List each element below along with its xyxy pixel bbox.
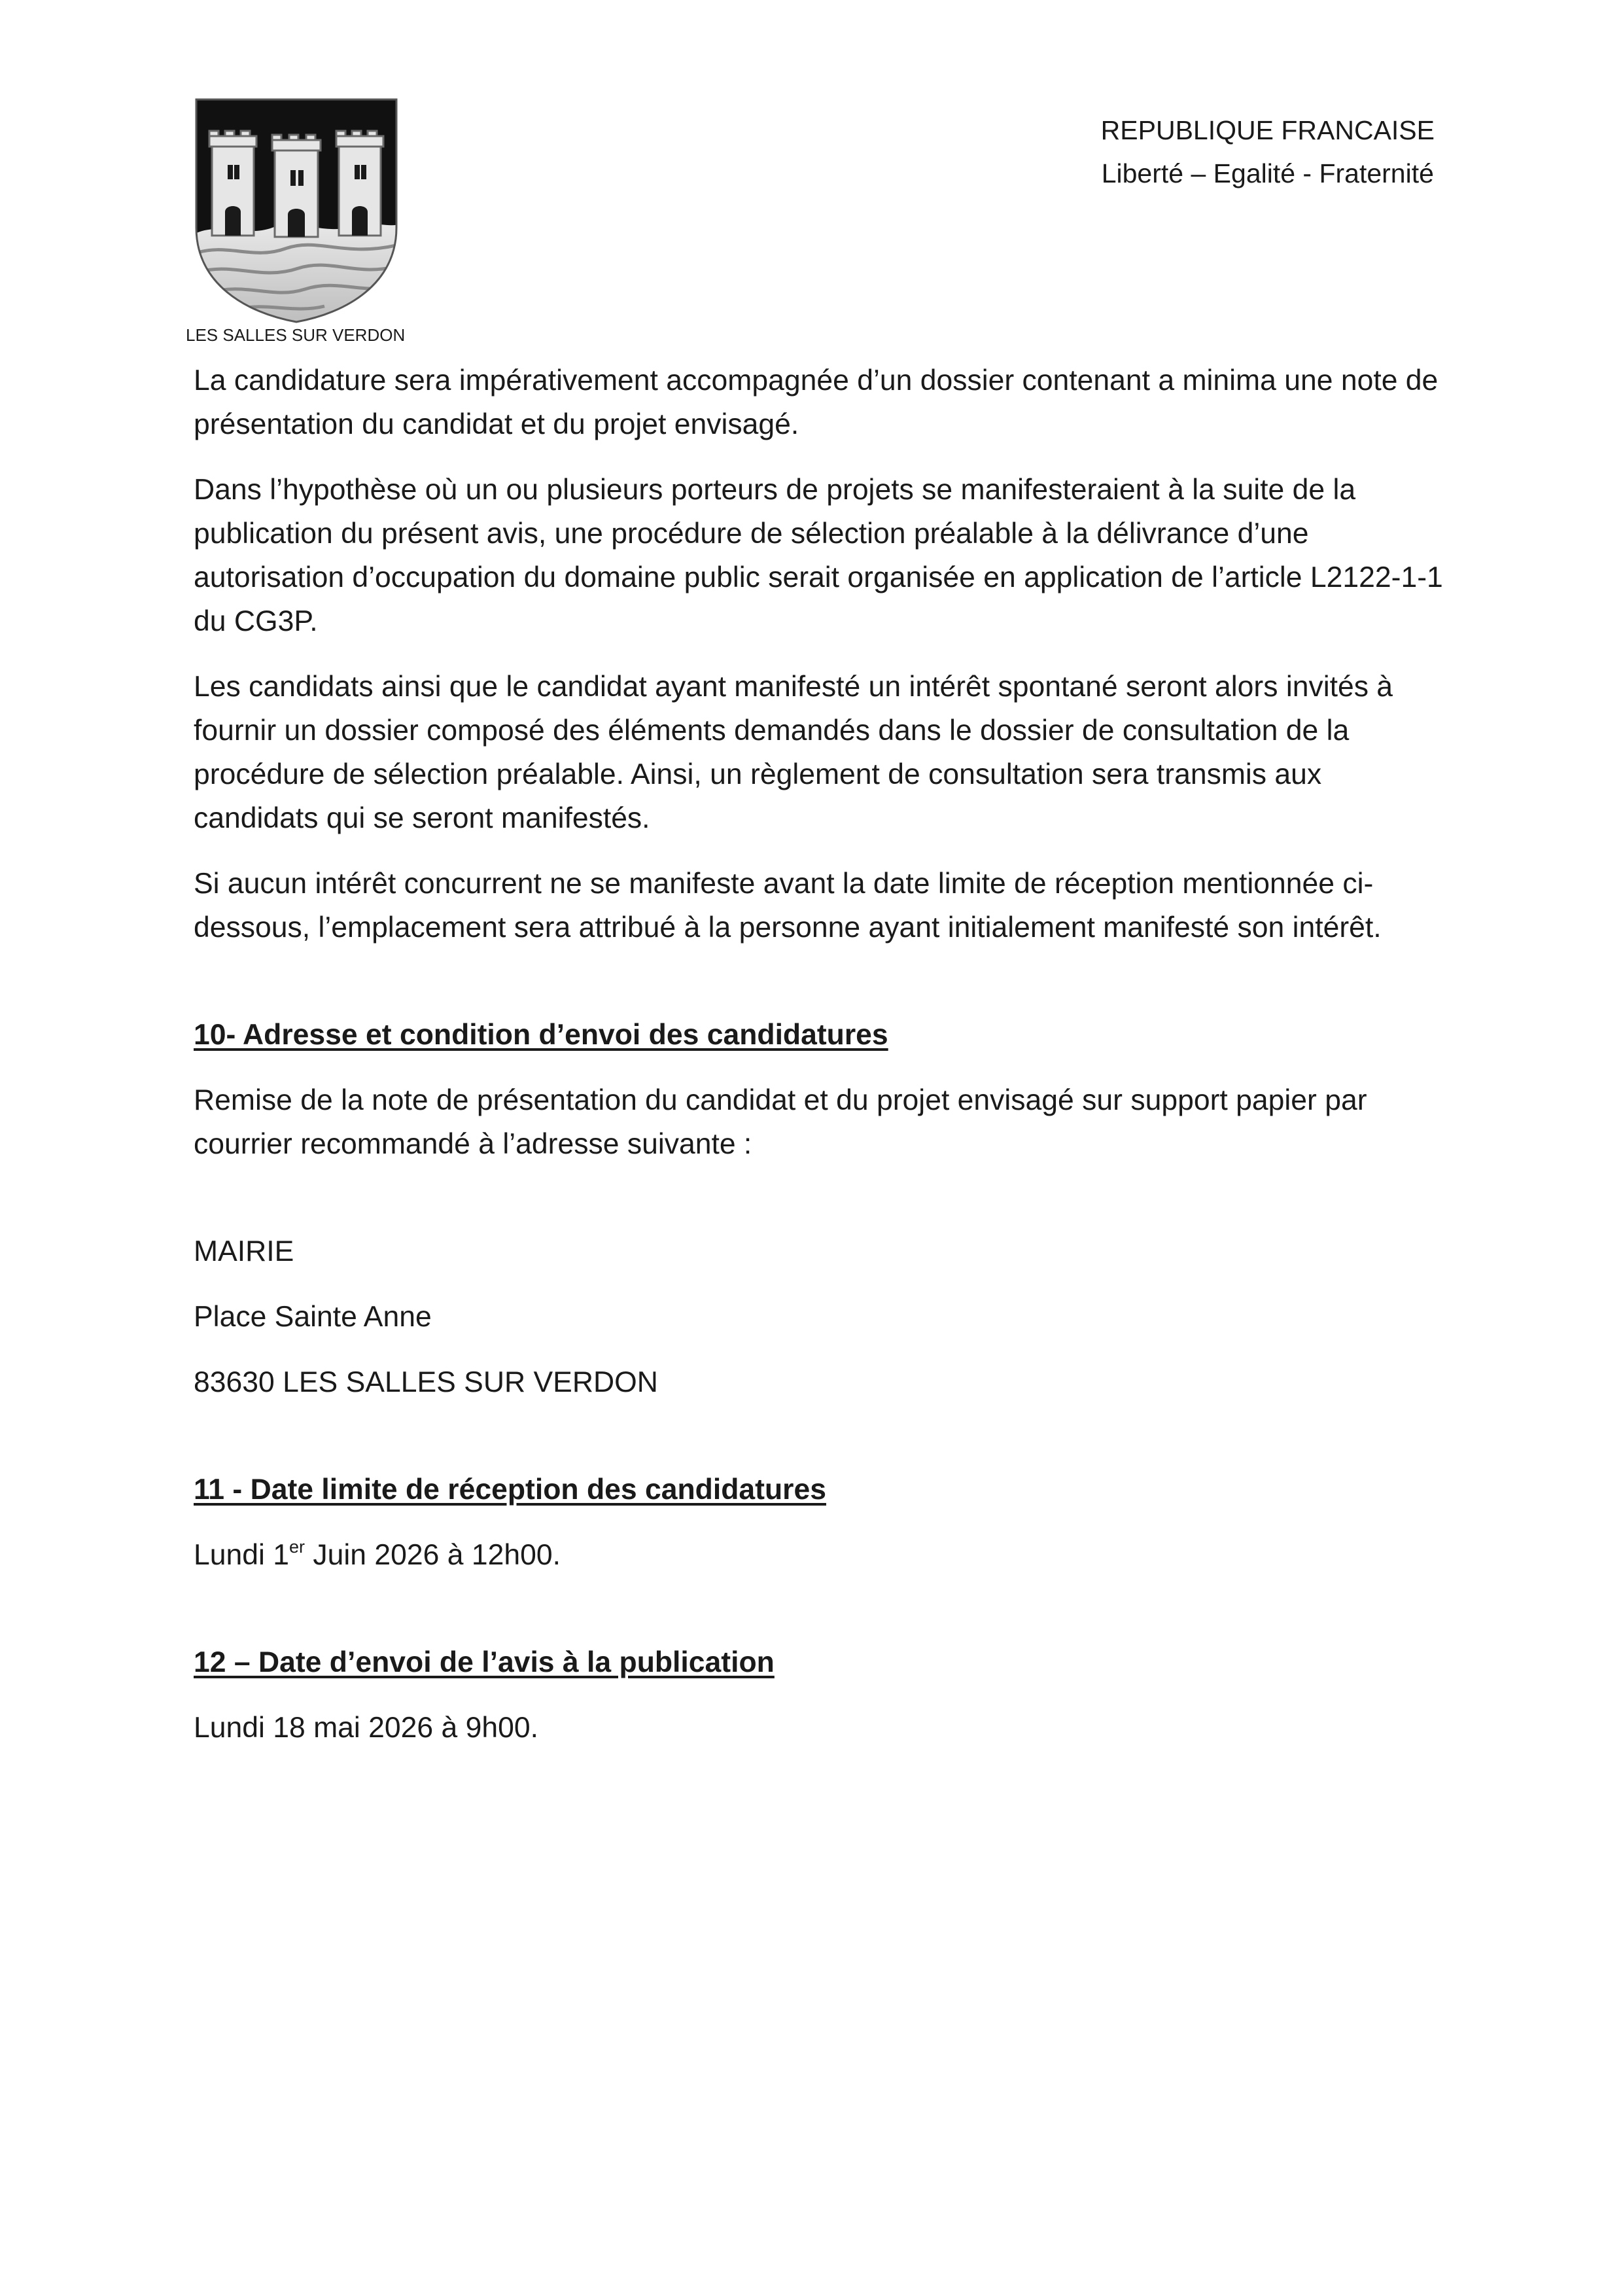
section-11-date [194,1533,1447,1577]
address-line-2: Place Sainte Anne [194,1301,432,1333]
paragraph-aucun-interet: Si aucun intérêt concurrent ne se manifeste avant la date limite de réception mentionnée ci-dessous, l’emplacement sera attribué à la personne ayant initialement manifesté son intérêt. [194,868,1382,944]
section-11-date-sup: er [289,1537,305,1557]
coat-of-arms-three-towers-icon [194,97,399,325]
section-12-date: Lundi 18 mai 2026 à 9h00. [194,1712,539,1744]
republic-motto: Liberté – Egalité - Fraternité [1101,158,1434,188]
section-10-title: 10- Adresse et condition d’envoi des candidatures [194,1019,888,1051]
republic-title: REPUBLIQUE FRANCAISE [1100,115,1435,145]
section-11-title: 11 - Date limite de réception des candidatures [194,1474,826,1506]
republic-header [1101,109,1435,195]
section-10-text: Remise de la note de présentation du candidat et du projet envisagé sur support papier par courrier recommandé à l’adresse suivante : [194,1084,1367,1160]
document-body [194,359,1447,1771]
section-12-title: 12 – Date d’envoi de l’avis à la publication [194,1646,775,1678]
section-11-date-suffix: Juin 2026 à 12h00. [305,1539,561,1571]
paragraph-candidats: Les candidats ainsi que le candidat ayant manifesté un intérêt spontané seront alors invités à fournir un dossier composé des éléments demandés dans le dossier de consultation de la procédure de sélection préalable. Ainsi, un règlement de consultation sera transmis aux candidats qui se seront manifestés. [194,671,1393,834]
address-line-1: MAIRIE [194,1235,294,1267]
paragraph-candidature: La candidature sera impérativement accompagnée d’un dossier contenant a minima une note de présentation du candidat et du projet envisagé. [194,364,1439,440]
paragraph-hypothese: Dans l’hypothèse où un ou plusieurs porteurs de projets se manifesteraient à la suite de la publication du présent avis, une procédure de sélection préalable à la délivrance d’une autorisation d’occupation du domaine public serait organisée en application de l’article L2122-1-1 du CG3P. [194,474,1443,637]
section-11-date-prefix: Lundi 1 [194,1539,289,1571]
address-line-3: 83630 LES SALLES SUR VERDON [194,1366,658,1398]
commune-name: LES SALLES SUR VERDON [186,325,406,345]
